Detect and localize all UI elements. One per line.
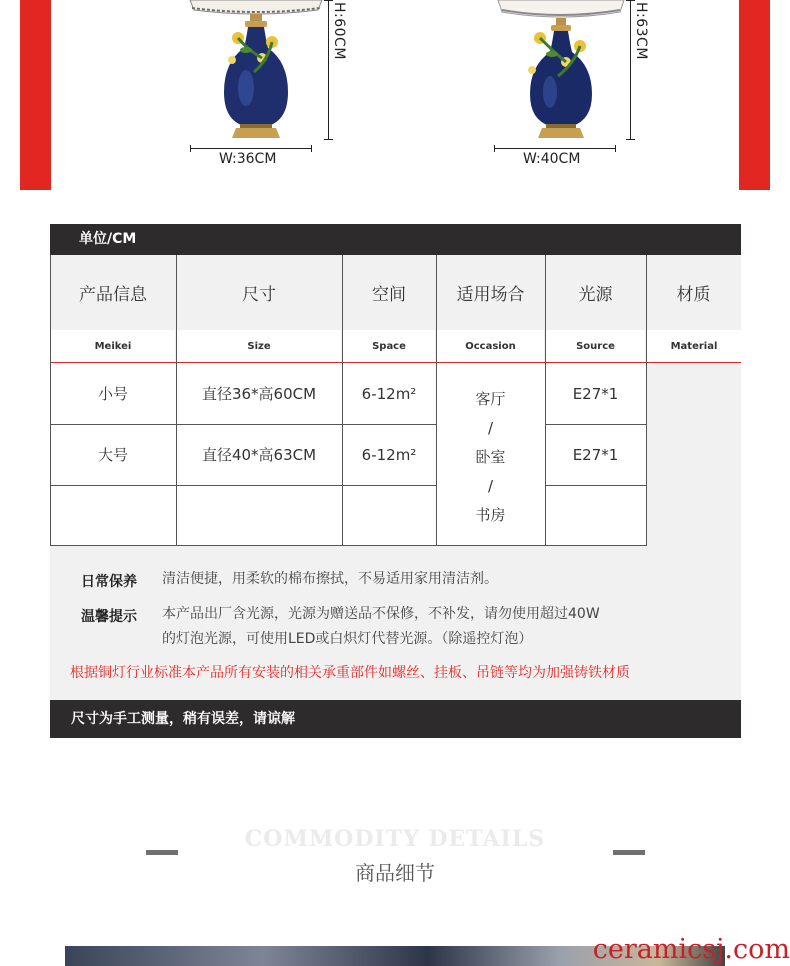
grid-line [50, 424, 436, 425]
unit-label: 单位/CM [50, 224, 741, 255]
occasion-line: 卧室 [475, 447, 506, 466]
grid-line [436, 255, 437, 546]
occasion-line: / [487, 476, 494, 495]
grid-line [646, 255, 647, 546]
left-red-bar [20, 0, 51, 190]
site-watermark: ceramicsj.com [592, 934, 790, 965]
lamp-small-width-label: W:36CM [219, 151, 277, 167]
col-header-source: 光源 [578, 285, 613, 305]
grid-line [176, 255, 177, 546]
right-red-bar [739, 0, 770, 190]
col-header-occasion: 适用场合 [456, 285, 525, 305]
lamp-large-width-label: W:40CM [523, 151, 581, 167]
care-text: 清洁便捷，用柔软的棉布擦拭，不易适用家用清洁剂。 [162, 571, 498, 587]
material-bg [647, 363, 741, 546]
lamp-small-width-line [190, 148, 312, 149]
col-header-size: 尺寸 [242, 285, 276, 305]
grid-line [50, 255, 51, 546]
col-header-material: 材质 [676, 285, 711, 305]
row-small-space: 6-12m² [361, 384, 417, 403]
row-small-size: 直径36*高60CM [201, 385, 317, 403]
lamp-large-height-line [630, 0, 631, 140]
care-label: 日常保养 [81, 574, 137, 590]
col-sub-source: Source [546, 330, 645, 362]
grid-line [545, 255, 546, 546]
occasion-line: 客厅 [475, 389, 506, 408]
row-large-model: 大号 [97, 446, 128, 464]
lamp-small-height-label: H:60CM [331, 2, 347, 60]
lamp-large-image [496, 0, 626, 140]
material-warning: 根据铜灯行业标准本产品所有安装的相关承重部件如螺丝、挂板、吊链等均为加强铸铁材质 [70, 665, 630, 681]
row-small-source: E27*1 [572, 384, 619, 403]
row-large-space: 6-12m² [361, 445, 417, 464]
col-sub-size: Size [177, 330, 341, 362]
lamp-large-height-label: H:63CM [633, 2, 649, 60]
row-large-source: E27*1 [572, 445, 619, 464]
lamp-small-image [188, 0, 324, 140]
occasion-line: 书房 [475, 505, 506, 524]
col-header-space: 空间 [372, 285, 406, 305]
grid-line [342, 255, 343, 546]
grid-line [545, 424, 646, 425]
section-title-en: COMMODITY DETAILS [244, 826, 546, 852]
col-sub-space: Space [343, 330, 435, 362]
col-header-product: 产品信息 [79, 285, 147, 305]
occasion-cell [436, 368, 545, 546]
section-title-cn: 商品细节 [355, 861, 435, 885]
tip-text-line2: 的灯泡光源，可使用LED或白炽灯代替光源。（除遥控灯泡） [162, 631, 533, 647]
row-small-model: 小号 [97, 385, 128, 403]
grid-line [50, 545, 646, 546]
occasion-line: / [487, 418, 494, 437]
col-sub-product: Meikei [51, 330, 175, 362]
col-sub-material: Material [647, 330, 741, 362]
measurement-note: 尺寸为手工测量，稍有误差，请谅解 [50, 700, 741, 738]
col-sub-occasion: Occasion [437, 330, 544, 362]
spec-table [50, 224, 741, 738]
lamp-large-width-line [494, 148, 616, 149]
lamp-small-height-line [328, 0, 329, 140]
tip-text-line1: 本产品出厂含光源，光源为赠送品不保修，不补发，请勿使用超过40W [162, 606, 600, 622]
row-large-size: 直径40*高63CM [201, 446, 317, 464]
grid-line [50, 485, 436, 486]
grid-line [545, 485, 646, 486]
tip-label: 温馨提示 [81, 609, 137, 625]
